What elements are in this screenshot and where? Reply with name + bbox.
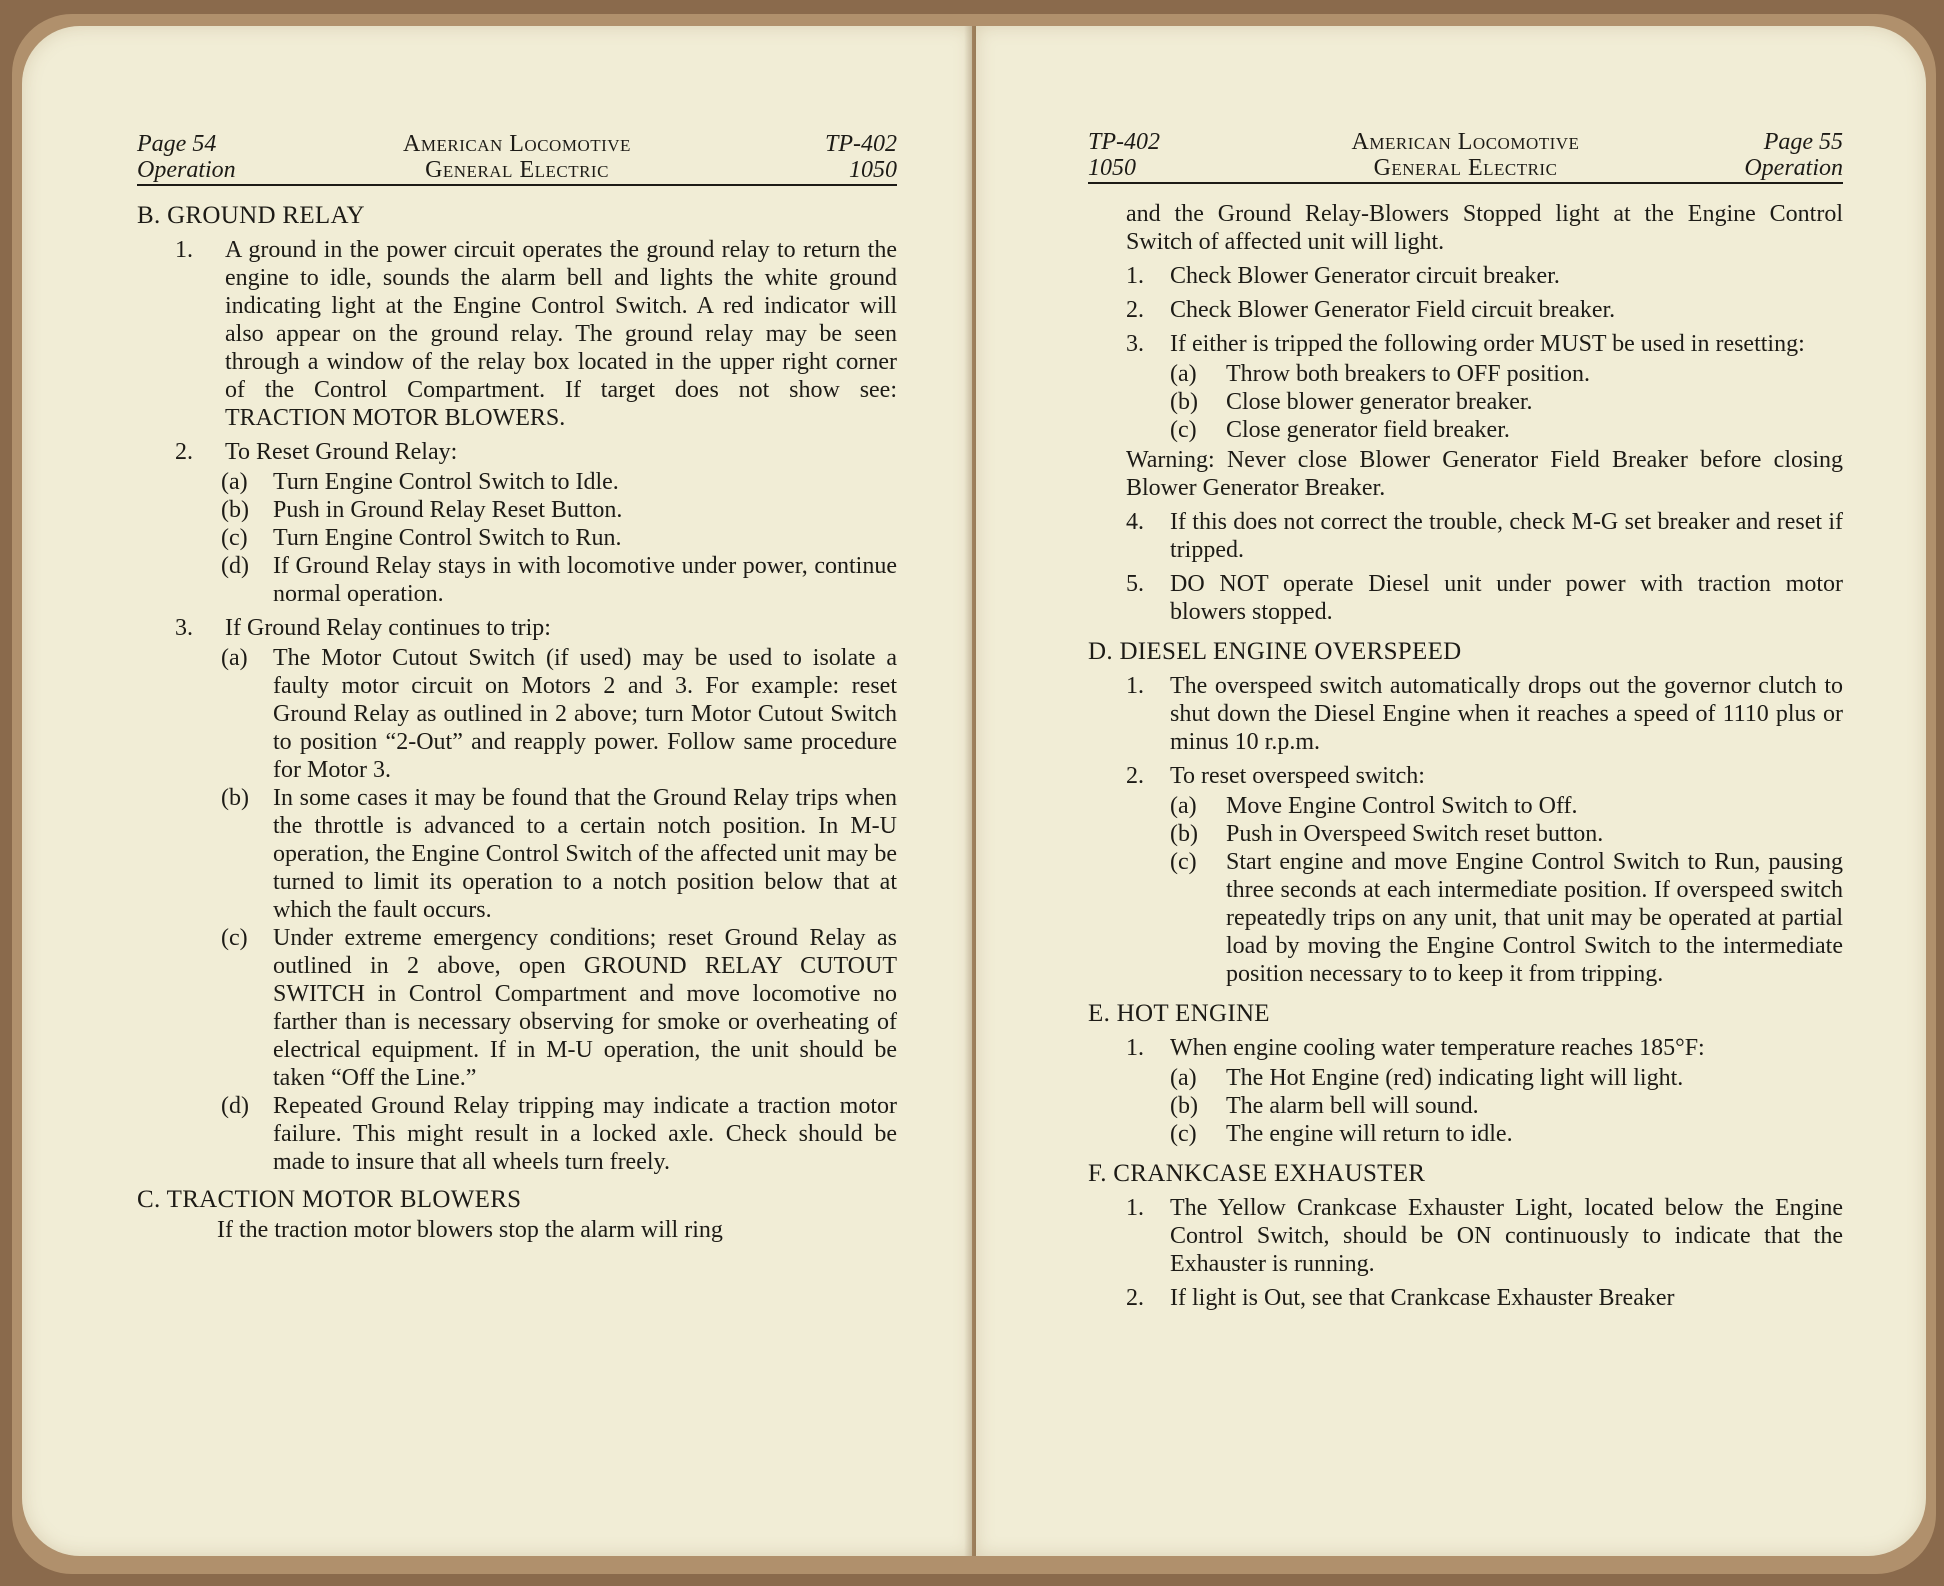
section-heading-diesel-engine-overspeed: D. DIESEL ENGINE OVERSPEED [1088, 638, 1462, 665]
item-number: 5. [1126, 571, 1144, 597]
sub-item [1088, 848, 1843, 988]
sub-item-label: (a) [1170, 793, 1197, 819]
sub-item-text: If Ground Relay stays in with locomotive under power, continue normal operation. [273, 553, 897, 607]
sub-item-text: Close generator field breaker. [1226, 417, 1510, 443]
page-number: Page 54 [137, 131, 217, 157]
sub-item [1088, 1092, 1843, 1120]
item-text: If light is Out, see that Crankcase Exhauster Breaker [1170, 1285, 1675, 1311]
section-text: If the traction motor blowers stop the alarm will ring [217, 1217, 723, 1243]
publisher-line1: American Locomotive [403, 131, 631, 157]
item-number: 3. [175, 615, 193, 641]
sub-item-text: Throw both breakers to OFF position. [1226, 361, 1590, 387]
list-item [1088, 262, 1843, 290]
book-spread [12, 14, 1936, 1574]
sub-item-text: Under extreme emergency conditions; reset Ground Relay as outlined in 2 above, open GROUND RELAY CUTOUT SWITCH in Control Compartment and move locomotive no farther than is necessary observing for smoke or overheating of electrical equipment. If in M-U operation, the unit should be taken “Off the Line.” [273, 925, 897, 1091]
sub-item-label: (a) [1170, 1065, 1197, 1091]
left-page-header [137, 126, 897, 186]
item-text: Check Blower Generator circuit breaker. [1170, 263, 1560, 289]
sub-item-text: Repeated Ground Relay tripping may indicate a traction motor failure. This might result in a locked axle. Check should be made to insure that all wheels turn freely. [273, 1093, 897, 1175]
item-number: 1. [1126, 1195, 1144, 1221]
item-number: 1. [1126, 1035, 1144, 1061]
item-number: 2. [1126, 1285, 1144, 1311]
sub-item [1088, 1064, 1843, 1092]
sub-item-label: (b) [1170, 1093, 1198, 1119]
list-item [1088, 1284, 1843, 1312]
sub-item-text: Close blower generator breaker. [1226, 389, 1533, 415]
sub-item [137, 924, 897, 1092]
item-text: If this does not correct the trouble, check M-G set breaker and reset if tripped. [1170, 509, 1843, 563]
left-page-content [137, 126, 897, 1244]
section-label: Operation [137, 157, 236, 183]
sub-item [1088, 820, 1843, 848]
list-item [1088, 330, 1843, 358]
sub-item [1088, 360, 1843, 388]
sub-item-label: (a) [221, 469, 248, 495]
section-label: Operation [1744, 155, 1843, 181]
sub-item-text: In some cases it may be found that the Ground Relay trips when the throttle is advanced to a certain notch position. In M-U operation, the Engine Control Switch of the affected unit may be turned to limit its operation to a notch position below that at which the fault occurs. [273, 785, 897, 923]
sub-item-text: Turn Engine Control Switch to Run. [273, 525, 622, 551]
sub-item-label: (c) [1170, 417, 1197, 443]
sub-item-text: Push in Ground Relay Reset Button. [273, 497, 623, 523]
sub-item [137, 1092, 897, 1176]
doc-date: 1050 [1088, 155, 1136, 181]
list-item [1088, 570, 1843, 626]
sub-item-text: Start engine and move Engine Control Switch to Run, pausing three seconds at each intermediate position. If overspeed switch repeatedly trips on any unit, that unit may be operated at partial load by moving the Engine Control Switch to the intermediate position necessary to to keep it from tripping. [1226, 849, 1843, 987]
item-text: To reset overspeed switch: [1170, 763, 1425, 789]
sub-item-label: (c) [221, 525, 248, 551]
doc-code: TP-402 [1088, 129, 1160, 155]
item-text: Check Blower Generator Field circuit breaker. [1170, 297, 1616, 323]
sub-item-label: (c) [221, 925, 248, 951]
list-item [137, 438, 897, 466]
item-number: 2. [175, 439, 193, 465]
item-text: When engine cooling water temperature reaches 185°F: [1170, 1035, 1705, 1061]
publisher-line2: General Electric [425, 157, 609, 183]
item-number: 1. [1126, 263, 1144, 289]
sub-item [1088, 388, 1843, 416]
item-text: To Reset Ground Relay: [225, 439, 458, 465]
item-number: 2. [1126, 297, 1144, 323]
doc-date: 1050 [849, 157, 897, 183]
warning-text: Warning: Never close Blower Generator Field Breaker before closing Blower Generator Breaker. [1126, 447, 1843, 501]
sub-item-text: Turn Engine Control Switch to Idle. [273, 469, 619, 495]
sub-item-text: Push in Overspeed Switch reset button. [1226, 821, 1604, 847]
sub-item-label: (c) [1170, 849, 1197, 875]
publisher-line1: American Locomotive [1351, 129, 1580, 155]
sub-item [1088, 1120, 1843, 1148]
right-page [976, 26, 1926, 1556]
sub-item-label: (a) [1170, 361, 1197, 387]
sub-item [137, 644, 897, 784]
sub-item-text: The Motor Cutout Switch (if used) may be used to isolate a faulty motor circuit on Motors 2 and 3. For example: reset Ground Relay as outlined in 2 above; turn Motor Cutout Switch to position “2-Out” and reapply power. Follow same procedure for Motor 3. [273, 645, 897, 783]
item-text: A ground in the power circuit operates the ground relay to return the engine to idle, sounds the alarm bell and lights the white ground indicating light at the Engine Control Switch. A red indicator will also appear on the ground relay. The ground relay may be seen through a window of the relay box located in the upper right corner of the Control Compartment. If target does not show see: TRACTION MOTOR BLOWERS. [225, 237, 897, 431]
sub-item [137, 784, 897, 924]
sub-item-label: (b) [1170, 821, 1198, 847]
section-heading-crankcase-exhauster: F. CRANKCASE EXHAUSTER [1088, 1160, 1426, 1187]
item-number: 1. [175, 237, 193, 263]
sub-item [137, 524, 897, 552]
item-number: 4. [1126, 509, 1144, 535]
publisher-line2: General Electric [1373, 155, 1558, 181]
section-heading-traction-motor-blowers: C. TRACTION MOTOR BLOWERS [137, 1186, 522, 1213]
list-item [1088, 762, 1843, 790]
sub-item [1088, 792, 1843, 820]
list-item [1088, 1034, 1843, 1062]
sub-item-text: The Hot Engine (red) indicating light will light. [1226, 1065, 1684, 1091]
item-number: 3. [1126, 331, 1144, 357]
list-item [1088, 296, 1843, 324]
sub-item [137, 468, 897, 496]
continuation-text: and the Ground Relay-Blowers Stopped light at the Engine Control Switch of affected unit will light. [1126, 201, 1843, 255]
doc-code: TP-402 [825, 131, 897, 157]
left-page [22, 26, 972, 1556]
sub-item-label: (d) [221, 553, 249, 579]
right-page-content [1088, 124, 1843, 1314]
page-number: Page 55 [1763, 129, 1843, 155]
sub-item-text: Move Engine Control Switch to Off. [1226, 793, 1578, 819]
list-item [137, 614, 897, 642]
sub-item-label: (b) [1170, 389, 1198, 415]
sub-item-label: (b) [221, 785, 249, 811]
sub-item-text: The engine will return to idle. [1226, 1121, 1513, 1147]
item-text: The Yellow Crankcase Exhauster Light, located below the Engine Control Switch, should be ON continuously to indicate that the Exhauster is running. [1170, 1195, 1843, 1277]
item-text: DO NOT operate Diesel unit under power with traction motor blowers stopped. [1170, 571, 1843, 625]
item-text: The overspeed switch automatically drops out the governor clutch to shut down the Diesel Engine when it reaches a speed of 1110 plus or minus 10 r.p.m. [1170, 673, 1843, 755]
sub-item-text: The alarm bell will sound. [1226, 1093, 1479, 1119]
item-number: 2. [1126, 763, 1144, 789]
section-heading-hot-engine: E. HOT ENGINE [1088, 1000, 1270, 1027]
list-item [1088, 1194, 1843, 1278]
sub-item-label: (d) [221, 1093, 249, 1119]
list-item [1088, 672, 1843, 756]
sub-item [137, 496, 897, 524]
sub-item [1088, 416, 1843, 444]
sub-item [137, 552, 897, 608]
list-item [137, 236, 897, 432]
list-item [1088, 508, 1843, 564]
sub-item-label: (c) [1170, 1121, 1197, 1147]
right-page-header [1088, 124, 1843, 184]
sub-item-label: (b) [221, 497, 249, 523]
sub-item-label: (a) [221, 645, 248, 671]
item-text: If either is tripped the following order MUST be used in resetting: [1170, 331, 1805, 357]
item-number: 1. [1126, 673, 1144, 699]
item-text: If Ground Relay continues to trip: [225, 615, 551, 641]
section-heading-ground-relay: B. GROUND RELAY [137, 202, 365, 229]
